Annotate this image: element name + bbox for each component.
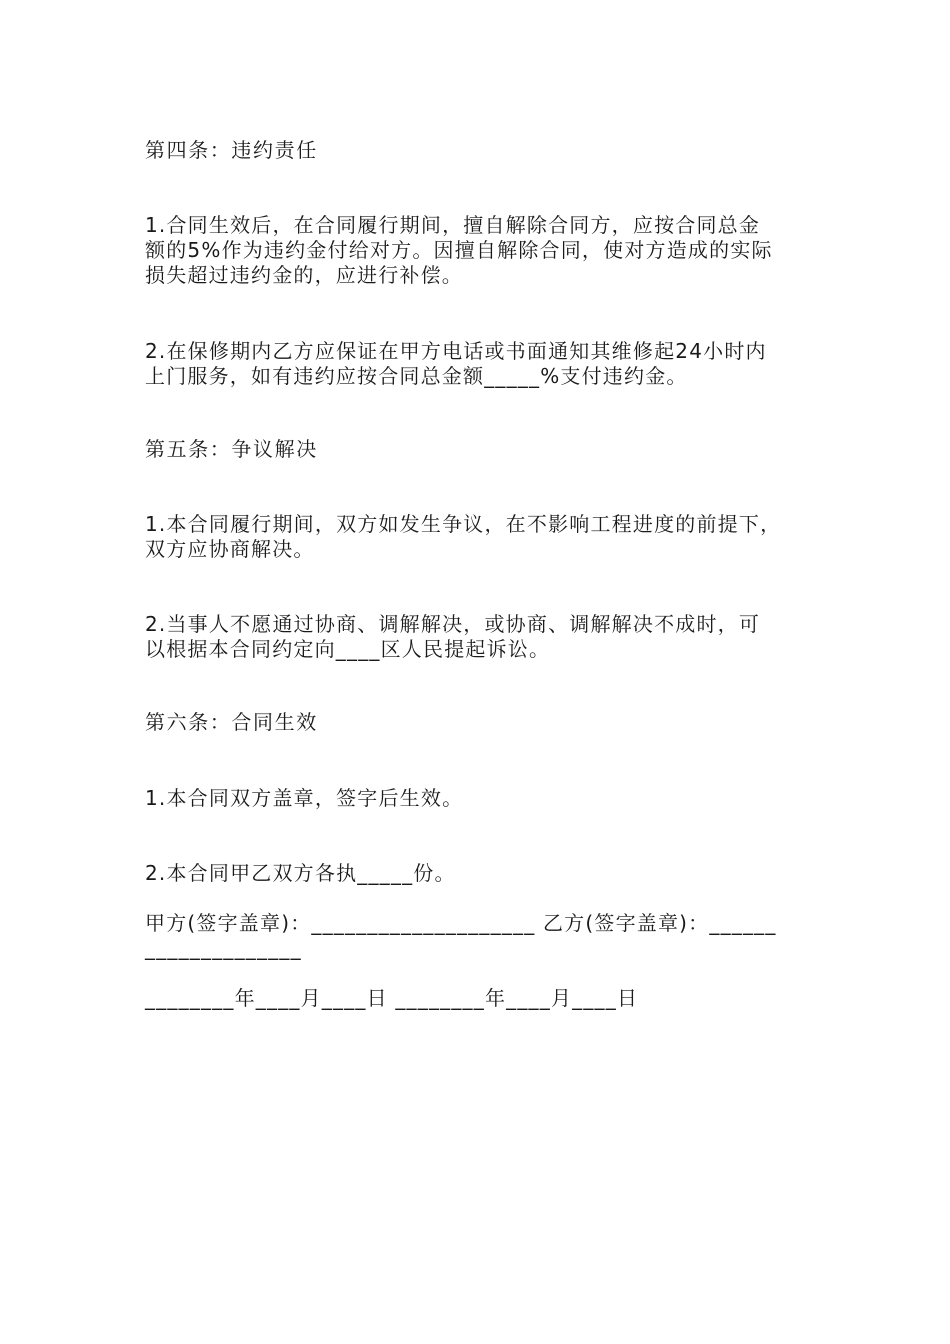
signature-line-1: 甲方(签字盖章)：____________________ 乙方(签字盖章)：______ — [145, 911, 777, 935]
article-4-clause-1-line-3: 损失超过违约金的，应进行补偿。 — [145, 263, 463, 287]
article-4-clause-1-line-1: 1.合同生效后，在合同履行期间，擅自解除合同方，应按合同总金 — [145, 213, 761, 237]
article-6-clause-2: 2.本合同甲乙双方各执_____份。 — [145, 861, 456, 885]
article-4-clause-2-line-2: 上门服务，如有违约应按合同总金额_____%支付违约金。 — [145, 364, 688, 388]
article-6-clause-1: 1.本合同双方盖章，签字后生效。 — [145, 786, 464, 810]
article-4-heading: 第四条：违约责任 — [145, 138, 318, 162]
article-5-heading: 第五条：争议解决 — [145, 437, 318, 461]
article-5-clause-2-line-1: 2.当事人不愿通过协商、调解解决，或协商、调解解决不成时，可 — [145, 612, 761, 636]
article-5-clause-1-line-1: 1.本合同履行期间，双方如发生争议，在不影响工程进度的前提下， — [145, 512, 782, 536]
signature-line-2: ______________ — [145, 936, 302, 960]
date-line: ________年____月____日 ________年____月____日 — [145, 986, 639, 1010]
article-4-clause-1-line-2: 额的5%作为违约金付给对方。因擅自解除合同，使对方造成的实际 — [145, 238, 773, 262]
article-6-heading: 第六条：合同生效 — [145, 710, 318, 734]
article-4-clause-2-line-1: 2.在保修期内乙方应保证在甲方电话或书面通知其维修起24小时内 — [145, 339, 767, 363]
article-5-clause-1-line-2: 双方应协商解决。 — [145, 537, 315, 561]
article-5-clause-2-line-2: 以根据本合同约定向____区人民提起诉讼。 — [145, 637, 551, 661]
